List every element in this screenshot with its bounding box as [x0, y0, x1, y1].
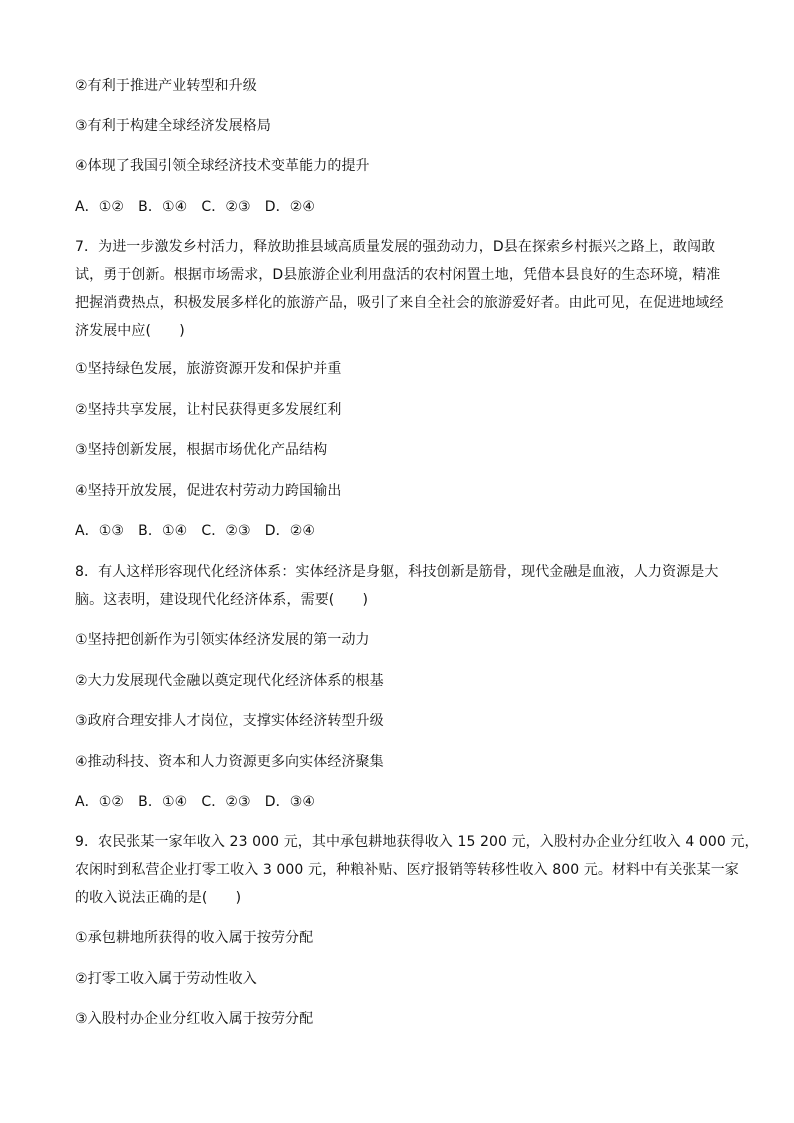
- option-line: ④体现了我国引领全球经济技术变革能力的提升: [75, 158, 370, 174]
- option-line: ①坚持绿色发展，旅游资源开发和保护并重: [75, 361, 342, 377]
- option-line: ②有利于推进产业转型和升级: [75, 78, 257, 94]
- question-9-text: 农闲时到私营企业打零工收入 3 000 元，种粮补贴、医疗报销等转移性收入 800 元。材料中有关张某一家: [75, 862, 739, 878]
- option-line: ④坚持开放发展，促进农村劳动力跨国输出: [75, 483, 342, 499]
- question-7-text: 把握消费热点，积极发展多样化的旅游产品，吸引了来自全社会的旅游爱好者。由此可见，在促进地域经: [75, 295, 724, 311]
- question-9-text: 的收入说法正确的是( ): [75, 890, 242, 906]
- option-line: ③政府合理安排人才岗位，支撑实体经济转型升级: [75, 713, 384, 729]
- question-7-text: 7．为进一步激发乡村活力，释放助推县域高质量发展的强劲动力，D县在探索乡村振兴之路上，敢闯敢: [75, 239, 716, 255]
- option-line: ①坚持把创新作为引领实体经济发展的第一动力: [75, 632, 370, 648]
- option-line: ③有利于构建全球经济发展格局: [75, 118, 271, 134]
- option-line: ②打零工收入属于劳动性收入: [75, 971, 257, 987]
- option-line: ④推动科技、资本和人力资源更多向实体经济聚集: [75, 754, 384, 770]
- question-7-text: 济发展中应( ): [75, 323, 185, 339]
- option-line: ②坚持共享发展，让村民获得更多发展红利: [75, 402, 342, 418]
- option-line: ③入股村办企业分红收入属于按劳分配: [75, 1011, 314, 1027]
- option-line: ②大力发展现代金融以奠定现代化经济体系的根基: [75, 673, 384, 689]
- option-line: ①承包耕地所获得的收入属于按劳分配: [75, 930, 314, 946]
- answer-choices: A．①③ B．①④ C．②③ D．②④: [75, 523, 316, 539]
- question-8-text: 脑。这表明，建设现代化经济体系，需要( ): [75, 592, 369, 608]
- option-line: ③坚持创新发展，根据市场优化产品结构: [75, 442, 328, 458]
- question-7-text: 试，勇于创新。根据市场需求，D县旅游企业利用盘活的农村闲置土地，凭借本县良好的生态环境，精准: [75, 267, 721, 283]
- answer-choices: A．①② B．①④ C．②③ D．②④: [75, 199, 316, 215]
- question-8-text: 8．有人这样形容现代化经济体系：实体经济是身躯，科技创新是筋骨，现代金融是血液，人力资源是大: [75, 564, 719, 580]
- question-9-text: 9．农民张某一家年收入 23 000 元，其中承包耕地获得收入 15 200 元，入股村办企业分红收入 4 000 元，: [75, 834, 759, 850]
- answer-choices: A．①② B．①④ C．②③ D．③④: [75, 794, 316, 810]
